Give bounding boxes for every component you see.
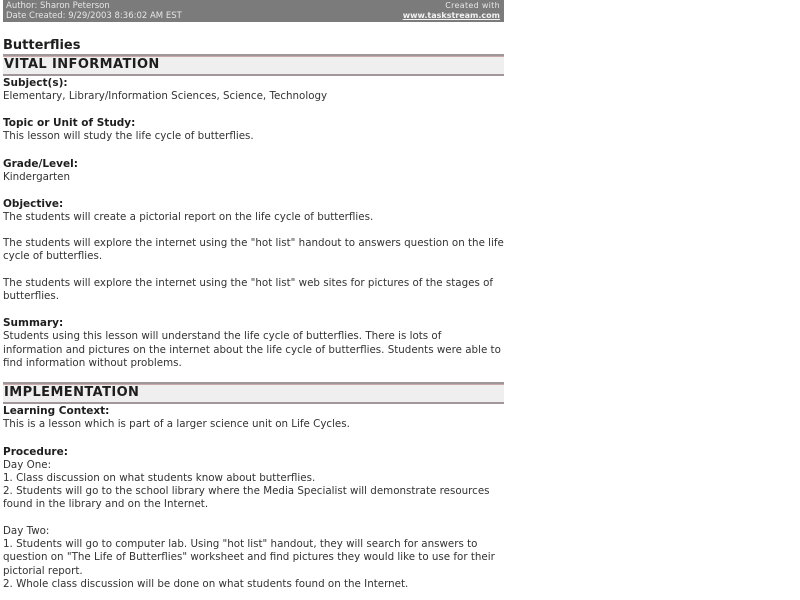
field-label: Summary: xyxy=(3,317,64,330)
objective-paragraph: The students will create a pictorial report on the life cycle of butterflies. xyxy=(3,210,374,223)
objective-paragraph: The students will explore the internet using the "hot list" web sites for pictures of the stages of butterflies. xyxy=(3,276,494,303)
day-two-title: Day Two: xyxy=(3,524,50,537)
field-value: Elementary, Library/Information Sciences, Science, Technology xyxy=(3,90,328,102)
objective-paragraph: The students will explore the internet using the "hot list" handout to answers question on the life cycle of butterflies. xyxy=(3,237,504,263)
field-procedure xyxy=(3,446,504,592)
field-summary xyxy=(3,317,504,370)
field-subjects xyxy=(3,77,504,103)
field-value: This lesson will study the life cycle of butterflies. xyxy=(3,130,254,143)
procedure-step: 1. Class discussion on what students know about butterflies. xyxy=(3,471,316,484)
section-heading-implementation: IMPLEMENTATION xyxy=(3,382,504,404)
field-learning-context xyxy=(3,405,504,431)
created-with-label: Created with xyxy=(445,1,500,10)
day-one-title: Day One: xyxy=(3,458,52,471)
date-created-text: Date Created: 9/29/2003 8:36:02 AM EST xyxy=(6,11,182,21)
author-text: Author: Sharon Peterson xyxy=(6,1,110,11)
taskstream-link[interactable]: www.taskstream.com xyxy=(402,11,500,20)
lesson-plan-page xyxy=(3,0,504,591)
field-label: Topic or Unit of Study: xyxy=(3,117,136,130)
field-label: Grade/Level: xyxy=(3,157,78,170)
section-heading-vital-information: VITAL INFORMATION xyxy=(3,54,504,76)
field-value: Students using this lesson will understand the life cycle of butterflies. There is lots of information and pictures on the internet about the life cycle of butterflies. Students were able to find information without problems. xyxy=(3,330,501,369)
field-label: Procedure: xyxy=(3,445,68,458)
procedure-step: 2. Whole class discussion will be done on what students found on the Internet. xyxy=(3,577,409,590)
field-topic xyxy=(3,117,504,143)
page-title: Butterflies xyxy=(3,38,81,53)
procedure-step: 2. Students will go to the school library where the Media Specialist will demonstrate resources found in the library and on the Internet. xyxy=(3,485,490,511)
field-value: Kindergarten xyxy=(3,170,71,183)
field-objective xyxy=(3,198,504,303)
field-label: Objective: xyxy=(3,197,64,210)
field-value: This is a lesson which is part of a larger science unit on Life Cycles. xyxy=(3,418,350,431)
field-label: Subject(s): xyxy=(3,77,68,89)
header-meta xyxy=(6,1,182,21)
field-grade-level xyxy=(3,158,504,184)
created-with xyxy=(403,1,500,21)
field-label: Learning Context: xyxy=(3,405,110,418)
header-bar xyxy=(3,0,504,22)
procedure-step: 1. Students will go to computer lab. Using "hot list" handout, they will search for answers to question on "The Life of Butterflies" worksheet and find pictures they would like to use for their pictorial report. xyxy=(3,538,495,577)
